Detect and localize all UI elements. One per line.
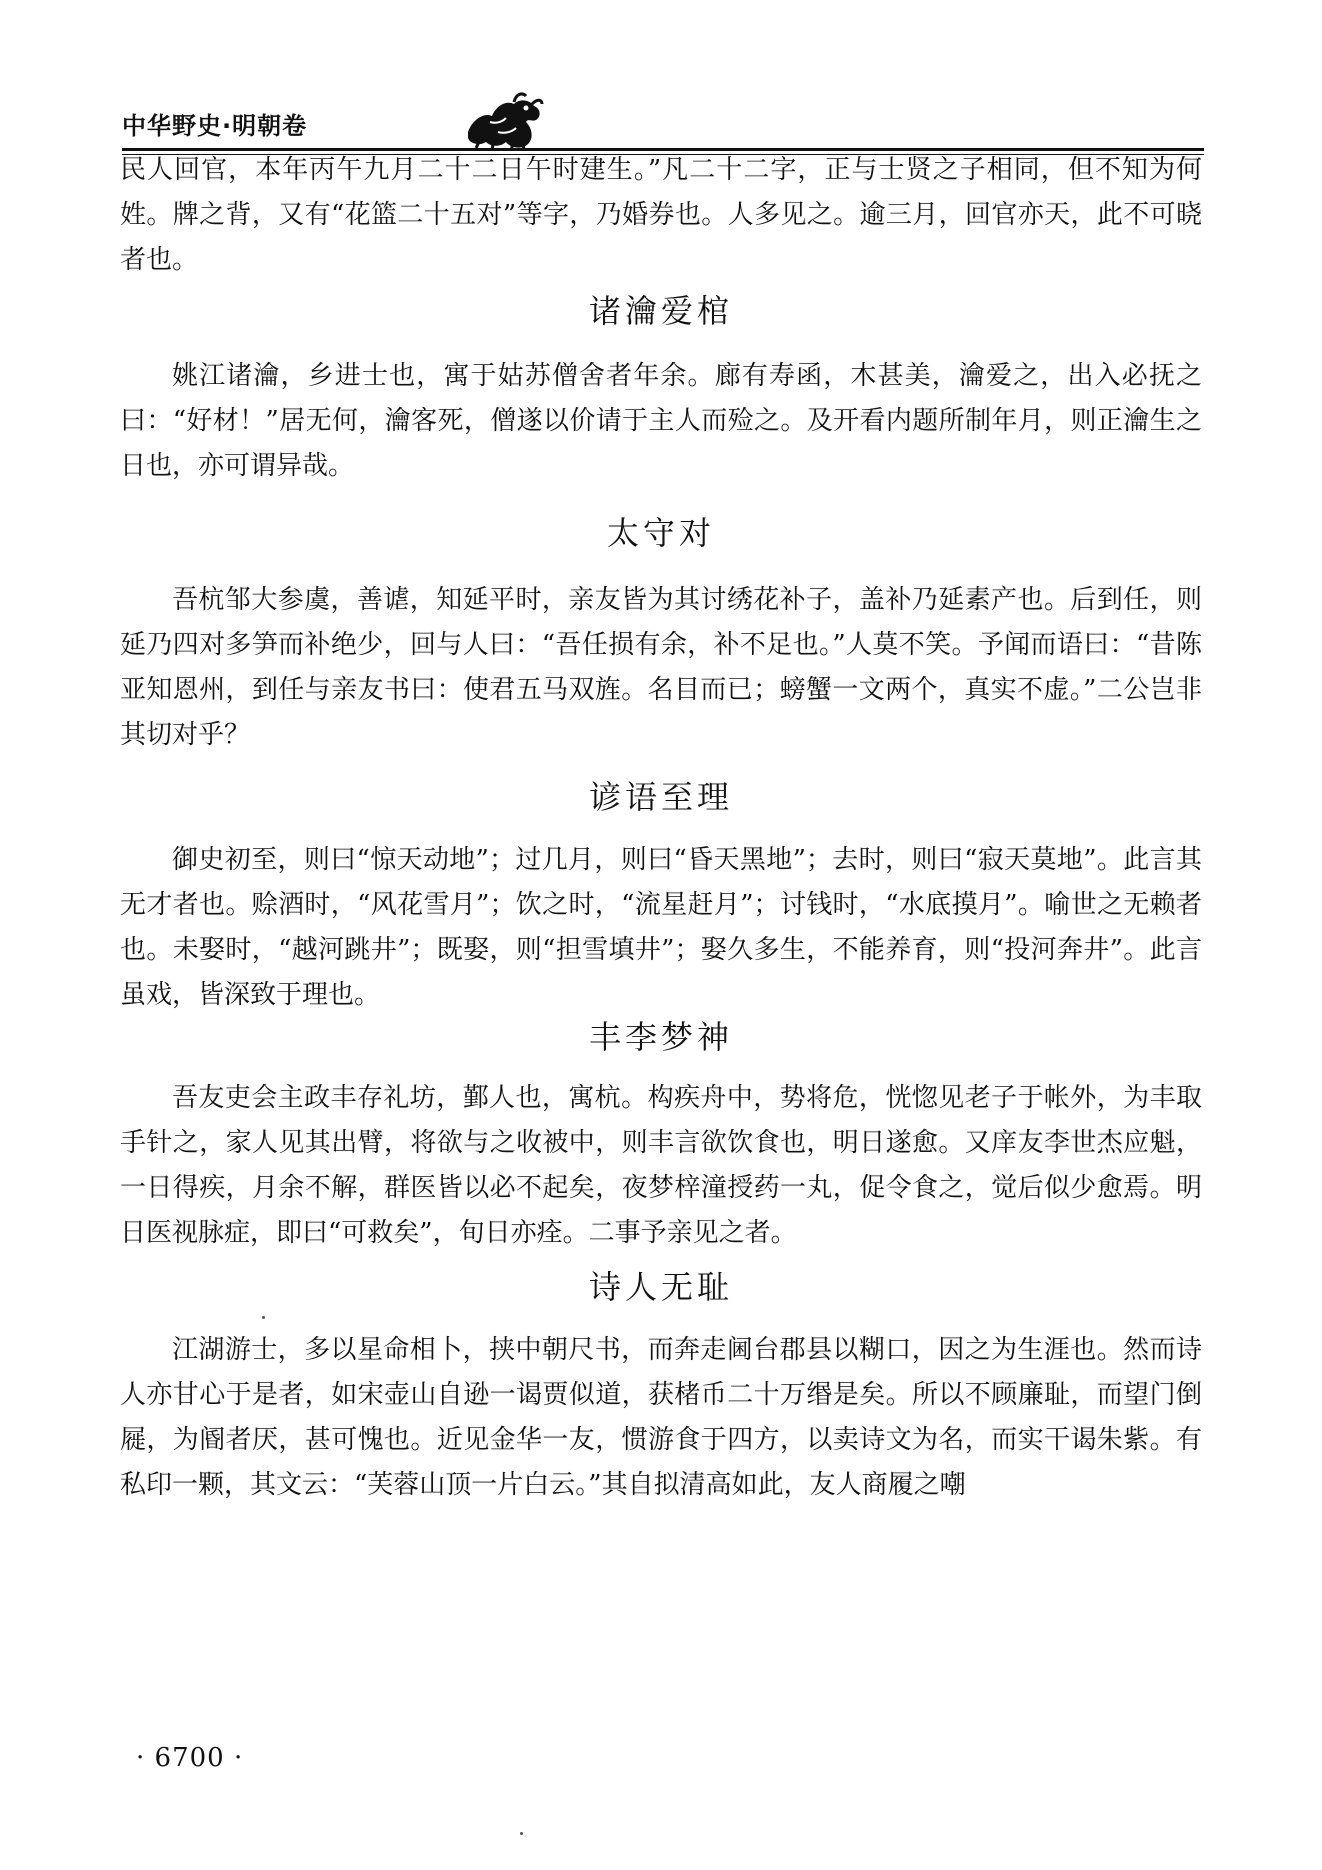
section-paragraph: [120, 838, 1202, 1018]
section-text: 御史初至，则曰“惊天动地”；过几月，则曰“昏天黑地”；去时，则曰“寂天莫地”。此言其无才者也。赊酒时，“风花雪月”；饮之时，“流星赶月”；讨钱时，“水底摸月”。喻世之无赖者也。未娶时，“越河跳井”；既娶，则“担雪填井”；娶久多生，不能养育，则“投河奔井”。此言虽戏，皆深致于理也。: [120, 845, 1202, 1010]
series-title: 中华野史·明朝卷: [122, 112, 308, 140]
section-text: 吾杭邹大参虞，善谑，知延平时，亲友皆为其讨绣花补子，盖补乃延素产也。后到任，则延乃四对多笋而补绝少，回与人曰：“吾任损有余，补不足也。”人莫不笑。予闻而语曰：“昔陈亚知恩州，到任与亲友书曰：使君五马双旌。名目而已；螃蟹一文两个，真实不虚。”二公岂非其切对乎？: [120, 585, 1202, 750]
section-title: 丰李梦神: [588, 1018, 733, 1056]
section-text: 江湖游士，多以星命相卜，挟中朝尺书，而奔走阃台郡县以糊口，因之为生涯也。然而诗人亦甘心于是者，如宋壶山自逊一谒贾似道，获楮币二十万缗是矣。所以不顾廉耻，而望门倒屣，为阍者厌，甚可愧也。近见金华一友，惯游食于四方，以卖诗文为名，而实干谒朱紫。有私印一颗，其文云：“芙蓉山顶一片白云。”其自拟清高如此，友人商履之嘲: [120, 1335, 1202, 1500]
section-text: 姚江诸瀹，乡进士也，寓于姑苏僧舍者年余。廊有寿函，木甚美，瀹爱之，出入必抚之曰：“好材！”居无何，瀹客死，僧遂以价请于主人而殓之。及开看内题所制年月，则正瀹生之日也，亦可谓异哉。: [120, 361, 1202, 481]
section-paragraph: [120, 1328, 1202, 1508]
page-number: · 6700 ·: [136, 1743, 244, 1773]
section-text: 吾友吏会主政丰存礼坊，鄞人也，寓杭。构疾舟中，势将危，恍惚见老子于帐外，为丰取手针之，家人见其出臂，将欲与之收被中，则丰言欲饮食也，明日遂愈。又庠友李世杰应魁，一日得疾，月余不解，群医皆以必不起矣，夜梦梓潼授药一丸，促令食之，觉后似少愈焉。明日医视脉症，即曰“可救矣”，旬日亦痊。二事予亲见之者。: [120, 1083, 1202, 1248]
section-title: 谚语至理: [588, 778, 733, 816]
section-title: 太守对: [606, 514, 715, 552]
section-paragraph: [120, 354, 1202, 489]
dragon-emblem-icon: [462, 92, 544, 154]
section-paragraph: [120, 1076, 1202, 1256]
section-title: 诗人无耻: [588, 1268, 733, 1306]
section-paragraph: [120, 578, 1202, 758]
scan-speck: [262, 1316, 265, 1319]
section-title: 诸瀹爱棺: [588, 292, 733, 330]
intro-text: 民人回官，本年丙午九月二十二日午时建生。”凡二十二字，正与士贤之子相同，但不知为何姓。牌之背，又有“花篮二十五对”等字，乃婚券也。人多见之。逾三月，回官亦天，此不可晓者也。: [120, 155, 1202, 275]
scan-speck: [520, 1832, 523, 1835]
intro-paragraph: [120, 148, 1202, 283]
